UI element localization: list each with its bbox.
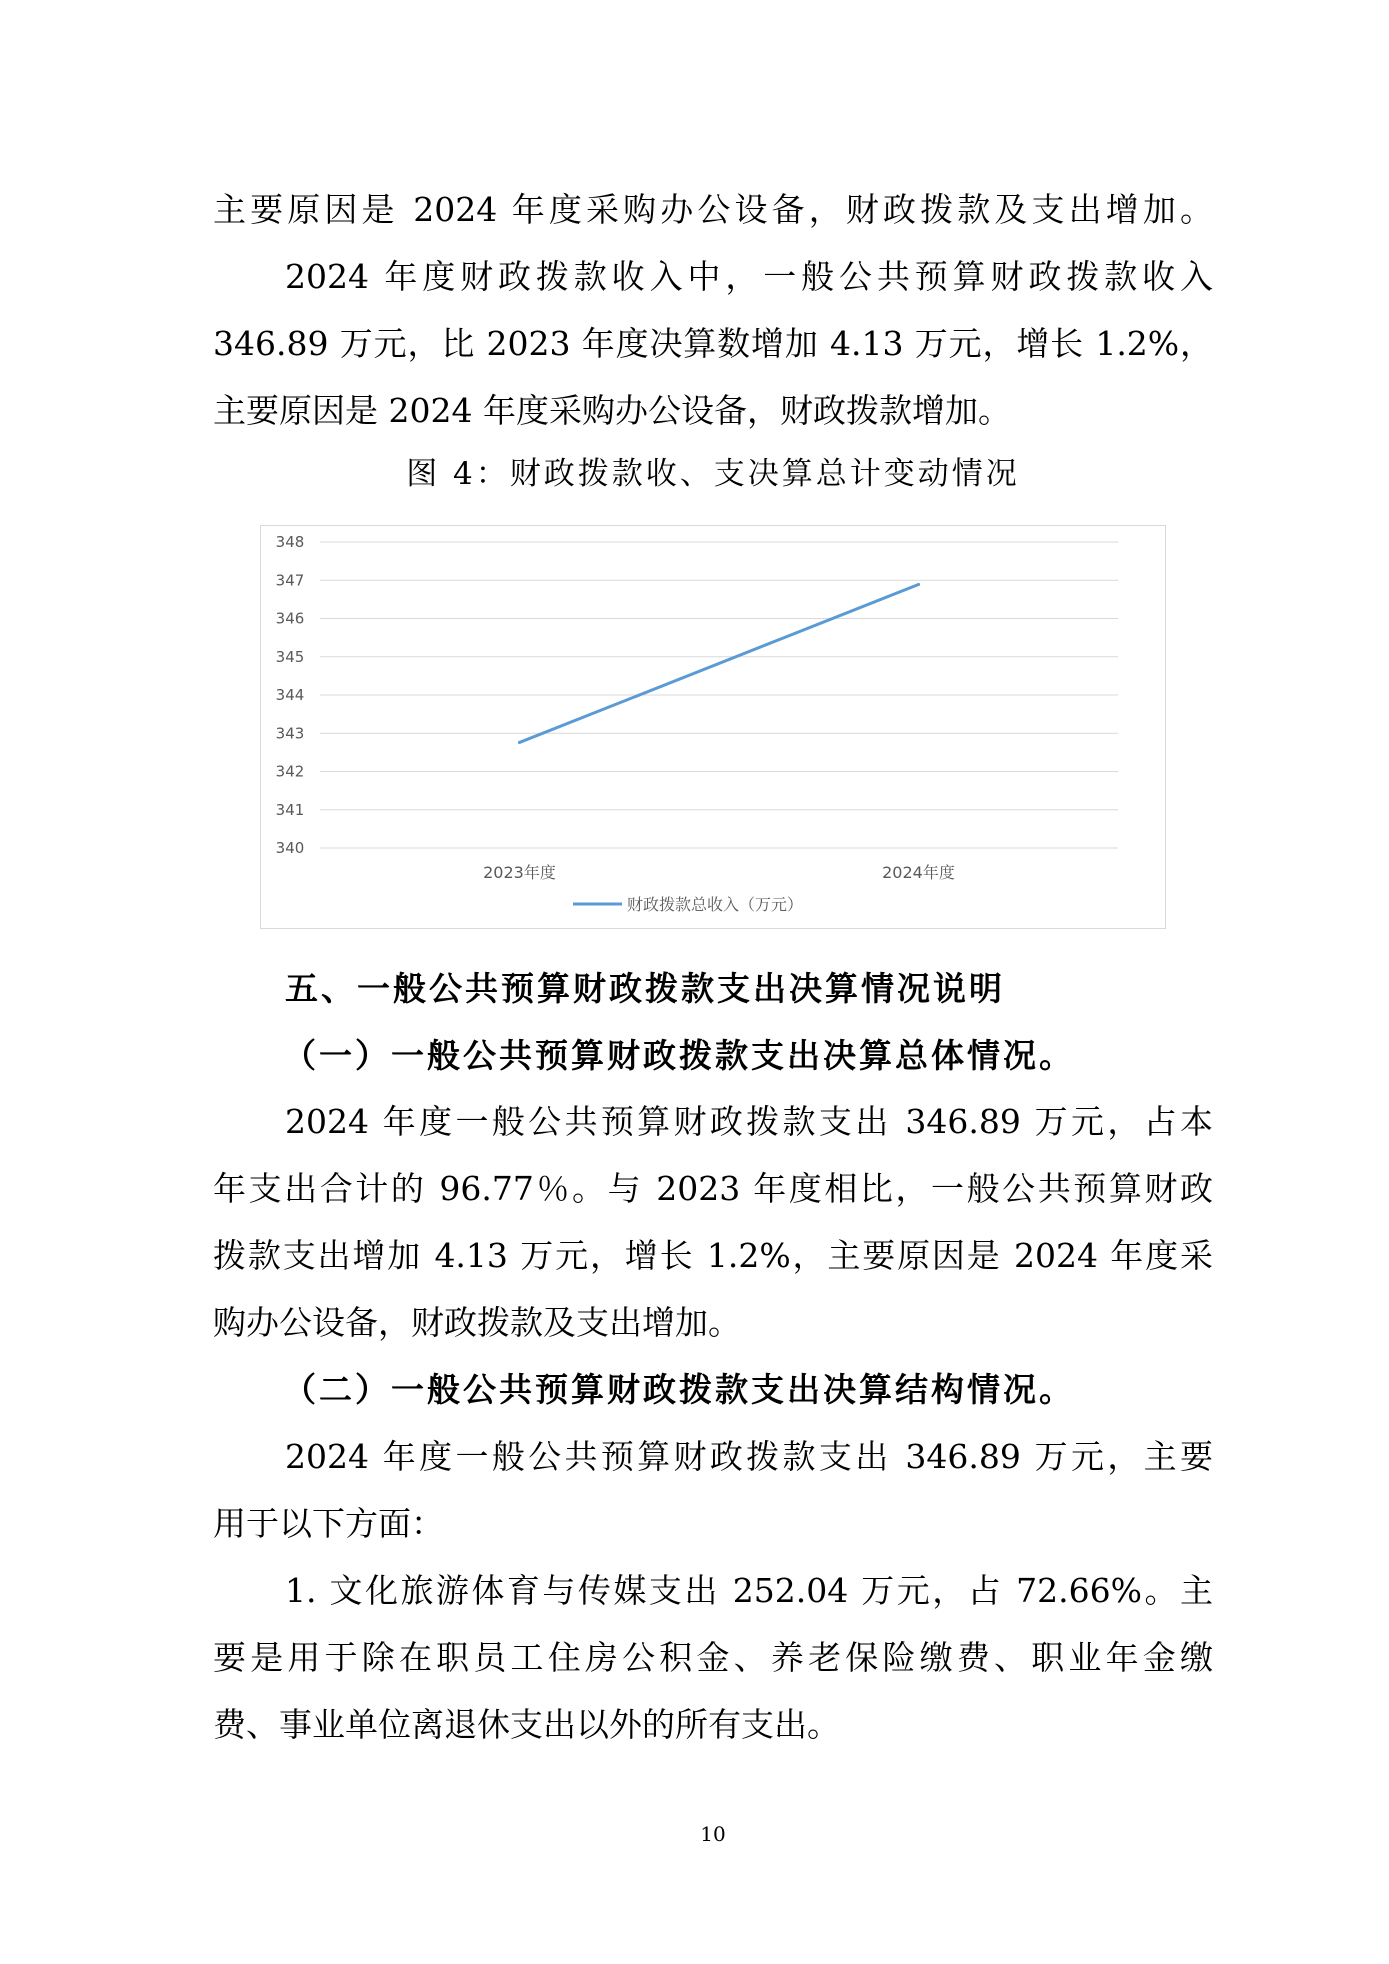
data-point xyxy=(518,741,521,744)
subsection-title: （一）一般公共预算财政拨款支出决算总体情况。 xyxy=(283,1036,1075,1075)
paragraph-line: 用于以下方面： xyxy=(213,1504,444,1543)
legend-label: 财政拨款总收入（万元） xyxy=(627,895,804,914)
paragraph-line: 主要原因是 2024 年度采购办公设备，财政拨款增加。 xyxy=(213,391,1011,430)
y-tick-label: 344 xyxy=(275,686,305,704)
figure-caption: 图 4：财政拨款收、支决算总计变动情况 xyxy=(406,456,1020,492)
paragraph-line: 2024 年度一般公共预算财政拨款支出 346.89 万元，占本 xyxy=(285,1102,1213,1141)
y-tick-label: 342 xyxy=(275,762,305,781)
paragraph-line: 年支出合计的 96.77％。与 2023 年度相比，一般公共预算财政 xyxy=(213,1169,1213,1208)
y-tick-label: 343 xyxy=(275,724,305,743)
y-tick-label: 346 xyxy=(275,609,305,628)
top-paragraphs xyxy=(213,176,1213,444)
y-tick-label: 348 xyxy=(275,533,305,551)
paragraph-line: 要是用于除在职员工住房公积金、养老保险缴费、职业年金缴 xyxy=(213,1638,1213,1677)
paragraph-line: 1. 文化旅游体育与传媒支出 252.04 万元，占 72.66%。主 xyxy=(285,1571,1213,1610)
y-tick-label: 345 xyxy=(275,647,305,666)
y-tick-label: 341 xyxy=(275,800,305,819)
data-point xyxy=(917,583,920,586)
paragraph-line: 2024 年度财政拨款收入中，一般公共预算财政拨款收入 xyxy=(285,257,1213,296)
chart-canvas xyxy=(261,526,1165,928)
paragraph-line: 2024 年度一般公共预算财政拨款支出 346.89 万元，主要 xyxy=(285,1437,1213,1476)
y-tick-label: 347 xyxy=(275,571,305,590)
paragraph-line: 主要原因是 2024 年度采购办公设备，财政拨款及支出增加。 xyxy=(213,190,1213,229)
paragraph-line: 购办公设备，财政拨款及支出增加。 xyxy=(213,1303,741,1342)
page-number: 10 xyxy=(700,1822,726,1846)
series-line xyxy=(520,584,919,742)
paragraph-line: 拨款支出增加 4.13 万元，增长 1.2%，主要原因是 2024 年度采 xyxy=(213,1236,1213,1275)
section-5-body xyxy=(213,1088,1213,1758)
y-tick-label: 340 xyxy=(275,839,305,857)
paragraph-line: 费、事业单位离退休支出以外的所有支出。 xyxy=(213,1705,840,1744)
paragraph-line: 346.89 万元，比 2023 年度决算数增加 4.13 万元，增长 1.2%， xyxy=(213,324,1213,363)
subsection-title: （二）一般公共预算财政拨款支出决算结构情况。 xyxy=(283,1370,1075,1409)
section-heading: 五、一般公共预算财政拨款支出决算情况说明 xyxy=(285,969,1005,1008)
x-tick-label: 2023年度 xyxy=(483,863,556,882)
line-chart xyxy=(260,525,1166,929)
x-tick-label: 2024年度 xyxy=(882,863,955,882)
section-5-header xyxy=(213,955,1213,1089)
